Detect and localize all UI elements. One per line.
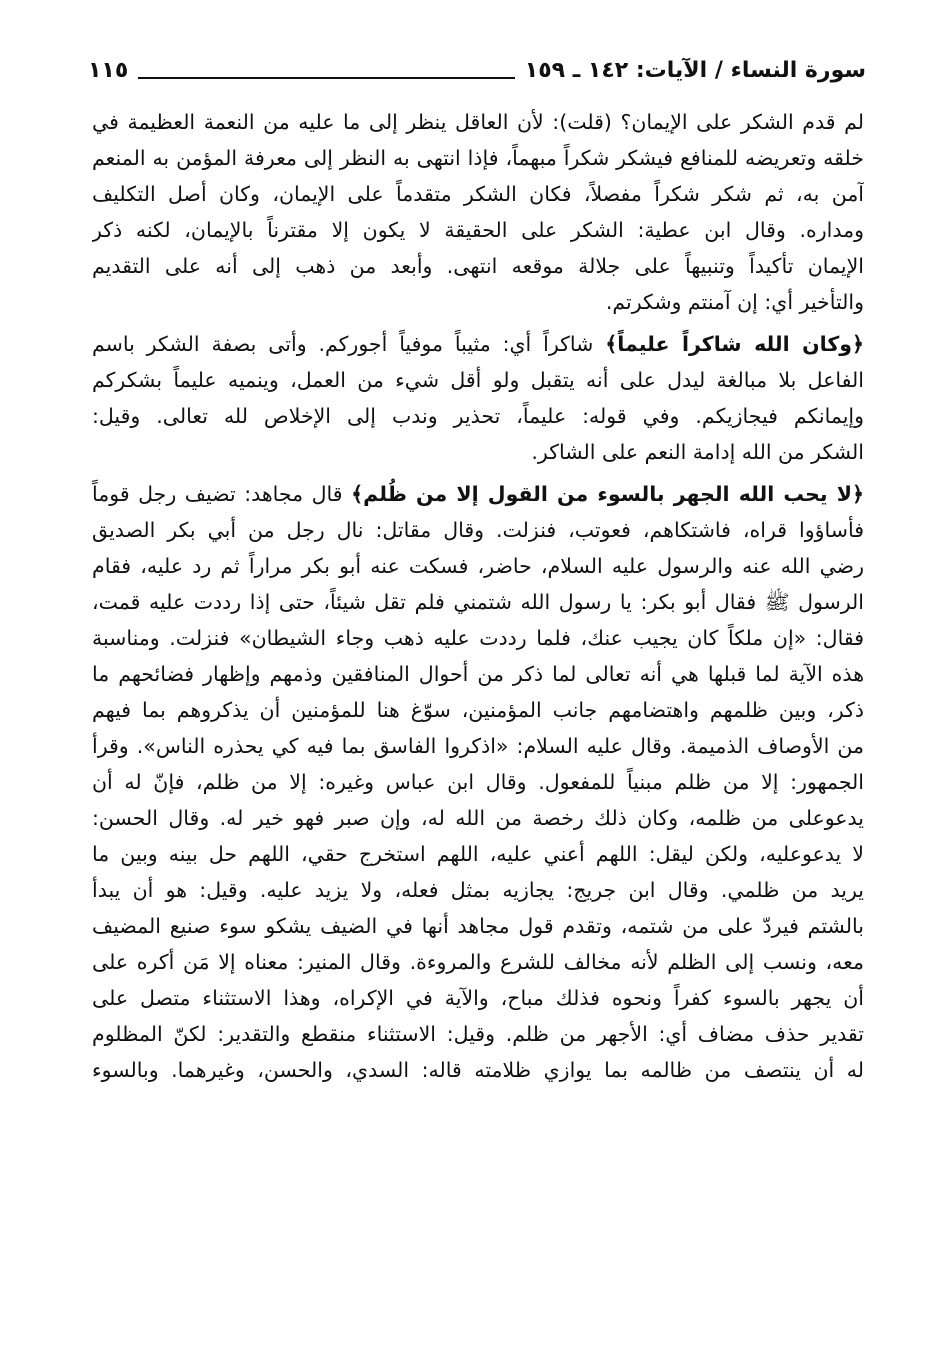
text-fragment: شاكراً أي: مثيباً موفياً أجوركم. وأتى بصفة الشكر باسم [92, 332, 606, 356]
quran-verse-quote: ﴿وكان الله شاكراً عليماً﴾ [605, 332, 864, 356]
text-line: الرسول ﷺ فقال أبو بكر: يا رسول الله شتمني فلم تقل شيئاً، حتى إذا رددت عليه قمت، [92, 590, 864, 614]
header-rule [138, 77, 514, 79]
text-fragment: قال مجاهد: تضيف رجل قوماً [92, 482, 352, 506]
text-line: هذه الآية لما قبلها هي أنه تعالى لما ذكر من أحوال المنافقين وذمهم وإظهار فضائحهم ما [92, 662, 864, 686]
text-line: معه، ونسب إلى الظلم لأنه مخالف للشرع والمروءة. وقال المنير: معناه إلا مَن أكره على [92, 950, 864, 974]
text-line: فأساؤوا قراه، فاشتكاهم، فعوتب، فنزلت. وقال مقاتل: نال رجل من أبي بكر الصديق [92, 518, 864, 542]
text-line: وإيمانكم فيجازيكم. وفي قوله: عليماً، تحذير وندب إلى الإخلاص لله تعالى. وقيل: [92, 404, 864, 428]
text-line: الإيمان تأكيداً وتنبيهاً على جلالة موقعه انتهى. وأبعد من ذهب إلى أنه على التقديم [92, 254, 864, 278]
text-line: له أن ينتصف من ظالمه بما يوازي ظلامته قاله: السدي، والحسن، وغيرهما. وبالسوء [92, 1058, 864, 1082]
page-number: ١١٥ [88, 57, 129, 83]
text-line: ومداره. وقال ابن عطية: الشكر على الحقيقة لا يكون إلا مقترناً بالإيمان، لكنه ذكر [92, 218, 864, 242]
text-line: لم قدم الشكر على الإيمان؟ (قلت): لأن العاقل ينظر إلى ما عليه من النعمة العظيمة في [92, 110, 864, 134]
text-line: تقدير حذف مضاف أي: الأجهر من ظلم. وقيل: الاستثناء منقطع والتقدير: لكنّ المظلوم [92, 1022, 864, 1046]
text-line: الفاعل بلا مبالغة ليدل على أنه يتقبل ولو أقل شيء من العمل، وينميه عليماً بشكركم [92, 368, 864, 392]
quran-verse-quote: ﴿لا يحب الله الجهر بالسوء من القول إلا من ظُلم﴾ [351, 482, 864, 506]
text-line: ذكر، وبين ظلمهم واهتضامهم جانب المؤمنين، سوّغ هنا للمؤمنين أن يذكروهم بما فيهم [92, 698, 864, 722]
text-line: بالشتم فيردّ على من شتمه، وتقدم قول مجاهد أنها في الضيف يشكو سوء صنيع المضيف [92, 914, 864, 938]
text-line: والتأخير أي: إن آمنتم وشكرتم. [605, 290, 864, 314]
text-line: الجمهور: إلا من ظلم مبنياً للمفعول. وقال ابن عباس وغيره: إلا من ظلم، فإنّ له أن [92, 770, 864, 794]
text-line: أن يجهر بالسوء كفراً ونحوه فذلك مباح، والآية في الإكراه، وهذا الاستثناء متصل على [92, 986, 864, 1010]
text-line: يدعوعلى من ظلمه، وكان ذلك رخصة من الله له، وإن صبر فهو خير له. وقال الحسن: [92, 806, 864, 830]
surah-title: سورة النساء / الآيات: ١٤٢ ـ ١٥٩ [524, 57, 866, 83]
text-line: آمن به، ثم شكر شكراً مفصلاً، فكان الشكر متقدماً على الإيمان، وكان أصل التكليف [92, 182, 864, 206]
text-line: من الأوصاف الذميمة. وقال عليه السلام: «اذكروا الفاسق بما فيه كي يحذره الناس». وقرأ [92, 734, 864, 758]
text-line: الشكر من الله إدامة النعم على الشاكر. [531, 440, 864, 464]
text-line: لا يدعوعليه، ولكن ليقل: اللهم أعني عليه، اللهم استخرج حقي، اللهم حل بينه وبين ما [92, 842, 864, 866]
text-line: فقال: «إن ملكاً كان يجيب عنك، فلما رددت عليه ذهب وجاء الشيطان» فنزلت. ومناسبة [92, 626, 864, 650]
text-line: يريد من ظلمي. وقال ابن جريج: يجازيه بمثل فعله، ولا يزيد عليه. وقيل: هو أن يبدأ [92, 878, 864, 902]
page-body [92, 104, 864, 1088]
text-line [92, 326, 864, 362]
text-line [92, 476, 864, 512]
text-line: رضي الله عنه والرسول عليه السلام، حاضر، فسكت عنه أبو بكر مراراً ثم رد عليه، فقام [92, 554, 864, 578]
text-line: خلقه وتعريضه للمنافع فيشكر شكراً مبهماً، فإذا انتهى به النظر إلى معرفة المؤمن به المنعم [92, 146, 864, 170]
running-header [88, 48, 866, 92]
